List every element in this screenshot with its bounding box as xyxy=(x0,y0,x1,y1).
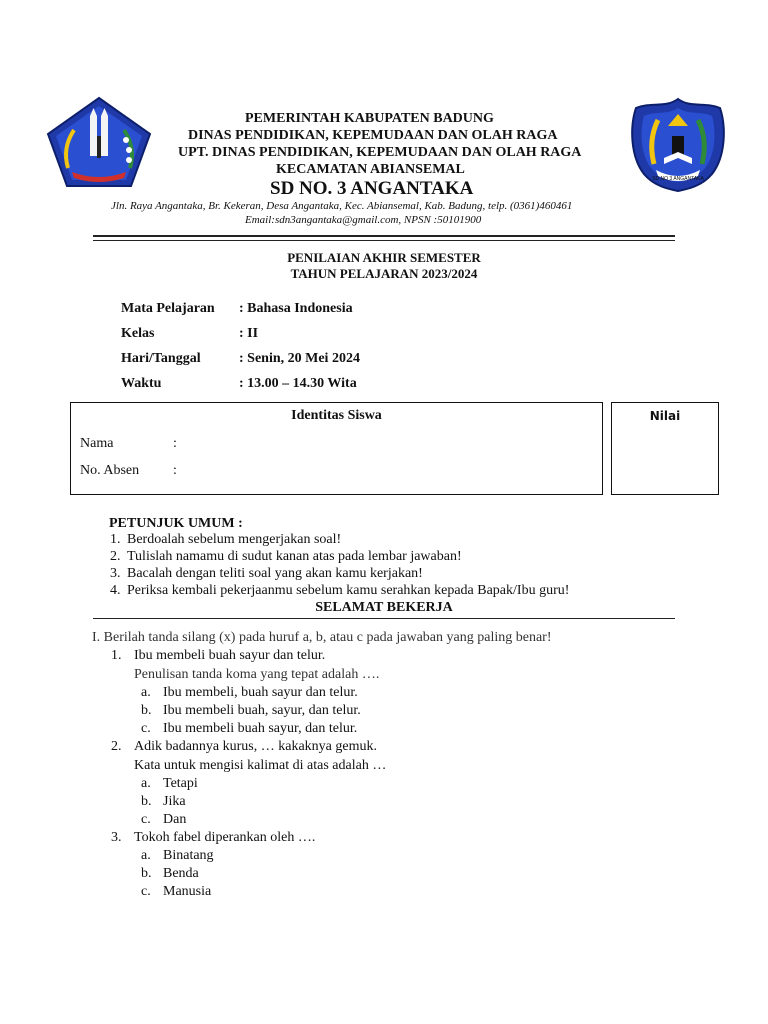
header-divider-bottom xyxy=(93,240,675,241)
option-text: Jika xyxy=(163,794,186,809)
instructions-divider xyxy=(93,618,675,619)
option-text: Ibu membeli buah, sayur, dan telur. xyxy=(163,703,361,718)
badung-regency-logo xyxy=(46,96,152,188)
option[interactable] xyxy=(141,812,187,828)
option[interactable] xyxy=(141,685,358,701)
question-1-text: Ibu membeli buah sayur dan telur. xyxy=(134,648,326,663)
name-label: Nama xyxy=(80,436,114,451)
instruction-text: Bacalah dengan teliti soal yang akan kamu kerjakan! xyxy=(127,566,423,581)
school-contact: Email:sdn3angantaka@gmail.com, NPSN :50101900 xyxy=(245,214,482,226)
school-name: SD NO. 3 ANGANTAKA xyxy=(270,178,474,199)
info-class-label: Kelas xyxy=(121,326,155,341)
info-date-value: : Senin, 20 Mei 2024 xyxy=(239,351,360,366)
option-text: Ibu membeli, buah sayur dan telur. xyxy=(163,685,358,700)
instruction-text: Berdoalah sebelum mengerjakan soal! xyxy=(127,532,342,547)
exam-year: TAHUN PELAJARAN 2023/2024 xyxy=(290,266,478,281)
option[interactable] xyxy=(141,866,199,882)
info-subject-value: : Bahasa Indonesia xyxy=(239,301,353,316)
header-line-1: PEMERINTAH KABUPATEN BADUNG xyxy=(245,111,494,126)
info-subject xyxy=(121,301,353,317)
score-label: Nilai xyxy=(649,409,681,423)
option-text: Dan xyxy=(163,812,187,827)
instruction-number: 4. xyxy=(110,583,121,598)
instruction-item xyxy=(110,532,342,548)
instruction-number: 1. xyxy=(110,532,121,547)
absen-label: No. Absen xyxy=(80,463,140,478)
question-3-text: Tokoh fabel diperankan oleh …. xyxy=(134,830,316,845)
option-text: Binatang xyxy=(163,848,214,863)
name-field[interactable] xyxy=(183,435,583,453)
info-time-label: Waktu xyxy=(121,376,162,391)
question-2-number: 2. xyxy=(111,739,122,754)
instruction-item xyxy=(110,583,570,599)
info-date xyxy=(121,351,360,367)
info-subject-label: Mata Pelajaran xyxy=(121,301,215,316)
option[interactable] xyxy=(141,794,186,810)
header-line-2: DINAS PENDIDIKAN, KEPEMUDAAN DAN OLAH RAGA xyxy=(188,128,558,143)
closing-text: SELAMAT BEKERJA xyxy=(315,600,453,615)
option[interactable] xyxy=(141,776,198,792)
question-1-number: 1. xyxy=(111,648,122,663)
header-line-4: KECAMATAN ABIANSEMAL xyxy=(276,162,465,177)
instruction-item xyxy=(110,566,423,582)
question-1-prompt: Penulisan tanda koma yang tepat adalah …. xyxy=(134,667,380,682)
option-text: Tetapi xyxy=(163,776,198,791)
option-text: Manusia xyxy=(163,884,212,899)
header-line-3: UPT. DINAS PENDIDIKAN, KEPEMUDAAN DAN OLAH RAGA xyxy=(178,145,582,160)
instruction-number: 2. xyxy=(110,549,121,564)
option[interactable] xyxy=(141,884,212,900)
option-key: c. xyxy=(141,884,151,899)
option-key: a. xyxy=(141,685,151,700)
option-key: b. xyxy=(141,866,152,881)
score-box[interactable] xyxy=(611,402,719,495)
option[interactable] xyxy=(141,721,358,737)
info-class xyxy=(121,326,258,342)
info-time xyxy=(121,376,357,392)
option[interactable] xyxy=(141,703,361,719)
option[interactable] xyxy=(141,848,214,864)
option-key: c. xyxy=(141,721,151,736)
option-key: b. xyxy=(141,703,152,718)
instruction-text: Tulislah namamu di sudut kanan atas pada lembar jawaban! xyxy=(127,549,462,564)
instruction-text: Periksa kembali pekerjaanmu sebelum kamu serahkan kepada Bapak/Ibu guru! xyxy=(127,583,570,598)
option-key: b. xyxy=(141,794,152,809)
absen-colon: : xyxy=(173,463,177,478)
exam-title: PENILAIAN AKHIR SEMESTER xyxy=(287,250,481,265)
info-time-value: : 13.00 – 14.30 Wita xyxy=(239,376,357,391)
instructions-title: PETUNJUK UMUM : xyxy=(109,516,243,531)
school-address: Jln. Raya Angantaka, Br. Kekeran, Desa Angantaka, Kec. Abiansemal, Kab. Badung, telp. (0361)460461 xyxy=(111,200,573,212)
instruction-number: 3. xyxy=(110,566,121,581)
student-identity-box xyxy=(70,402,603,495)
info-class-value: : II xyxy=(239,326,259,341)
absen-field[interactable] xyxy=(183,462,583,480)
section-heading: I. Berilah tanda silang (x) pada huruf a, b, atau c pada jawaban yang paling benar! xyxy=(92,630,552,645)
name-colon: : xyxy=(173,436,177,451)
instruction-item xyxy=(110,549,462,565)
option-key: a. xyxy=(141,848,151,863)
question-2-prompt: Kata untuk mengisi kalimat di atas adalah … xyxy=(134,758,387,773)
question-2-text: Adik badannya kurus, … kakaknya gemuk. xyxy=(134,739,377,754)
option-text: Benda xyxy=(163,866,199,881)
option-text: Ibu membeli buah sayur, dan telur. xyxy=(163,721,358,736)
identity-title: Identitas Siswa xyxy=(291,408,382,423)
info-date-label: Hari/Tanggal xyxy=(121,351,201,366)
question-3-number: 3. xyxy=(111,830,122,845)
school-logo-text: SD NO 3 ANGANTAKA xyxy=(652,176,704,182)
header-divider-top xyxy=(93,235,675,237)
option-key: c. xyxy=(141,812,151,827)
option-key: a. xyxy=(141,776,151,791)
